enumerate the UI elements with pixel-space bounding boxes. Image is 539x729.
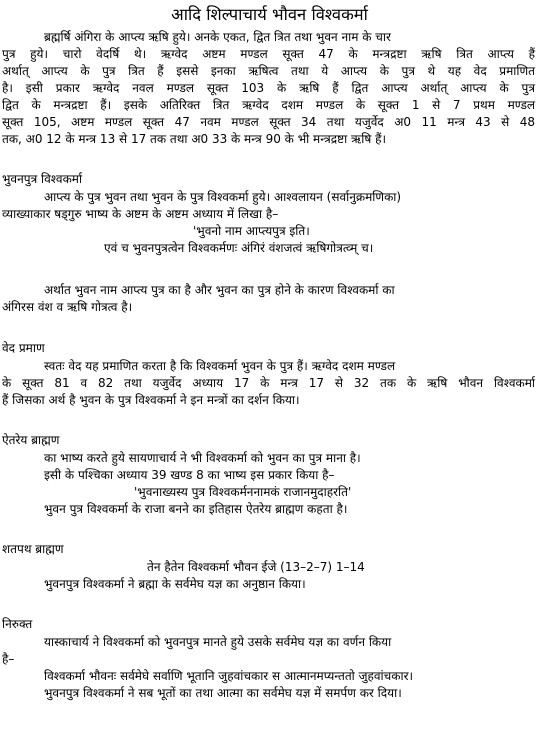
intro-line: तक, अ0 12 के मन्त्र 13 से 17 तक तथा अ0 33 के मन्त्र 90 के भी मन्त्रद्रष्टा ऋषि हैं। <box>2 132 387 146</box>
intro-line: ब्रह्मर्षि अंगिरा के आप्त्य ऋषि हुये। अनके एकत, द्वित त्रित तथा भुवन नाम के चार <box>44 30 391 44</box>
section-line: है– <box>2 652 15 666</box>
section-line: स्वतः वेद यह प्रमाणित करता है कि विश्वकर्मा भुवन के पुत्र हैं। ऋग्वेद दशम मण्डल <box>44 359 396 373</box>
section-heading: वेद प्रमाण <box>2 341 45 355</box>
page-title: आदि शिल्पाचार्य भौवन विश्वकर्मा <box>171 5 368 24</box>
intro-line: पुत्र हुये। चारो वेदर्षि थे। ऋग्वेद अष्टम मण्डल सूक्त 47 के मन्त्रद्रष्टा ऋषि त्रित आप्त्य हैं <box>2 47 535 61</box>
sanskrit-quote: एवं च भुवनपुत्रत्वेन विश्वकर्मणः अंगिरं वंशजत्वं ऋषिगोत्रत्व्म् च। <box>104 241 374 255</box>
section-line: भुवनपुत्र विश्वकर्मा ने ब्रह्मा के सर्वमेघ यज्ञ का अनुष्ठान किया। <box>44 577 306 591</box>
section-line: आप्त्य के पुत्र भुवन तथा भुवन के पुत्र विश्वकर्मा हुये। आश्वलायन (सर्वानुक्रमणिका) <box>44 190 402 204</box>
sanskrit-quote: तेन हैतेन विश्वकर्मा भौवन ईजे (13–2–7) 1–14 <box>147 560 365 574</box>
intro-line: अर्थात् आप्त्य के पुत्र त्रित हैं इससे इनका ऋषित्व तथा ये आप्त्य के पुत्र थे यह वेद प्रमाणित <box>2 64 535 78</box>
section-heading: निरुक्त <box>2 617 33 631</box>
section-line: भुवनपुत्र विश्वकर्मा ने सब भूतों का तथा आत्मा का सर्वमेघ यज्ञ में समर्पण कर दिया। <box>44 686 402 700</box>
section-line: का भाष्य करते हुये सायणाचार्य ने भी विश्वकर्मा को भुवन का पुत्र माना है। <box>44 451 361 465</box>
section-heading: ऐतरेय ब्राह्मण <box>2 433 60 447</box>
sanskrit-quote: विश्वकर्मा भौवनः सर्वमेघे सर्वाणि भूतानि जुहवांचकार स आत्मानमप्यन्ततो जुहवांचकार। <box>44 669 414 683</box>
sanskrit-quote: 'भुवनो नाम आप्त्यपुत्र इति। <box>193 224 310 238</box>
section-line: यास्काचार्य ने विश्वकर्मा को भुवनपुत्र मानते हुये उसके सर्वमेघ यज्ञ का वर्णन किया <box>44 635 392 649</box>
section-heading: शतपथ ब्राह्मण <box>2 542 64 556</box>
section-line: इसी के पश्चिका अध्याय 39 खण्ड 8 का भाष्य इस प्रकार किया है– <box>44 468 335 482</box>
section-line: हैं जिसका अर्थ है भुवन के पुत्र विश्वकर्मा ने इन मन्त्रों का दर्शन किया। <box>2 393 300 407</box>
intro-line: द्वित के मन्त्रद्रष्टा हैं। इसके अतिरिक्त त्रित ऋग्वेद दशम मण्डल के सूक्त 1 से 7 प्रथम मण्डल <box>2 98 535 112</box>
section-line: के सूक्त 81 व 82 तथा यजुर्वेद अध्याय 17 के मन्त्र 17 से 32 तक के ऋषि भौवन विश्वकर्मा <box>2 376 535 390</box>
intro-line: सूक्त 105, अष्टम मण्डल सूक्त 47 नवम मण्डल सूक्त 34 तथा यजुर्वेद अ0 11 मन्त्र 43 से 48 <box>2 115 535 129</box>
section-line: व्याख्याकार षड्गुरु भाष्य के अष्टम के अष्टम अध्याय में लिखा है– <box>2 207 279 221</box>
sanskrit-quote: 'भुवनाख्यस्य पुत्र विश्वकर्मननामकं राजानमुदाहरति' <box>134 485 352 499</box>
intro-line: है। इसी प्रकार ऋग्वेद नवल मण्डल सूक्त 103 के ऋषि हैं द्वित आप्त्य अर्थात् आप्त्य के पुत्र <box>2 81 535 95</box>
section-heading: भुवनपुत्र विश्वकर्मा <box>2 172 83 186</box>
section-line: अर्थात भुवन नाम आप्त्य पुत्र का है और भुवन का पुत्र होने के कारण विश्वकर्मा का <box>44 283 395 297</box>
section-line: अंगिरस वंश व ऋषि गोत्रत्व है। <box>2 300 133 314</box>
section-line: भुवन पुत्र विश्वकर्मा के राजा बनने का इतिहास ऐतरेय ब्राह्मण कहता है। <box>44 502 348 516</box>
